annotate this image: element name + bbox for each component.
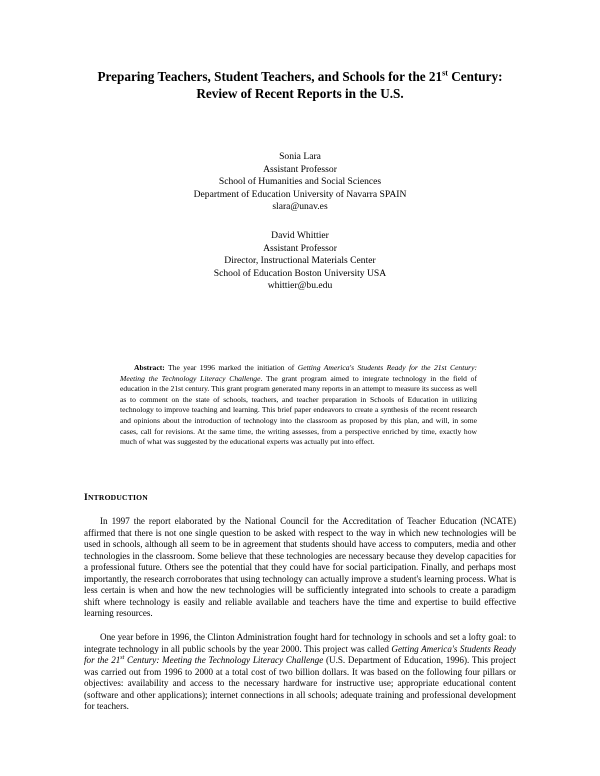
author-email: slara@unav.es xyxy=(272,201,328,213)
author-department: Director, Instructional Materials Center xyxy=(224,255,376,267)
author-affiliation: Department of Education University of Navarra SPAIN xyxy=(193,188,407,200)
author-title: Assistant Professor xyxy=(263,242,337,254)
title-line-1: Preparing Teachers, Student Teachers, and Schools for the 21st Century: xyxy=(97,68,503,84)
author-name: Sonia Lara xyxy=(279,151,321,162)
title-line-2: Review of Recent Reports in the U.S. xyxy=(196,86,404,101)
program-title-citation: Getting America's Students Ready for the 21st Century: Meeting the Technology Literacy Challenge xyxy=(84,643,516,665)
author-block-2 xyxy=(100,230,500,293)
author-department: School of Humanities and Social Sciences xyxy=(218,176,382,188)
author-email: whittier@bu.edu xyxy=(267,280,333,292)
abstract: Abstract: The year 1996 marked the initiation of Getting America's Students Ready for the 21st Century: Meeting the Technology Literacy Challenge. The grant program aimed to integrate technology in the field of education in the 21st century. This grant program generated many reports in an attempt to measure its success as well as to comment on the state of schools, teachers, and teacher preparation in Schools of Education in utilizing technology to improve teaching and learning. This brief paper endeavors to create a synthesis of the recent research and opinions about the introduction of technology into the classroom as proposed by this plan, and will, in some cases, call for revisions. At the same time, the writing assesses, from a perspective enriched by time, exactly how much of what was suggested by the educational experts was actually put into effect. xyxy=(120,363,477,447)
paper-title xyxy=(40,68,560,102)
author-title: Assistant Professor xyxy=(263,163,337,175)
abstract-program-title: Getting America's Students Ready for the 21st Century: Meeting the Technology Literacy Challenge xyxy=(120,363,477,383)
paragraph-2: One year before in 1996, the Clinton Administration fought hard for technology in schools and set a lofty goal: to integrate technology in all public schools by the year 2000. This project was called Getting America's Students Ready for the 21st Century: Meeting the Technology Literacy Challenge (U.S. Department of Education, 1996). This project was carried out from 1996 to 2000 at a total cost of two billion dollars. It was based on the following four pillars or objectives: availability and access to the necessary hardware for instructive use; appropriate educational content (software and other applications); internet connections in all schools; adequate training and professional development for teachers. xyxy=(84,632,516,711)
abstract-label: Abstract: xyxy=(134,363,165,372)
author-name: David Whittier xyxy=(271,230,329,241)
author-affiliation: School of Education Boston University USA xyxy=(213,267,387,279)
paragraph-1: In 1997 the report elaborated by the National Council for the Accreditation of Teacher Education (NCATE) affirmed that there is not one single question to be asked with respect to the way in which new technologies will be used in schools, although all seem to be in agreement that students should have access to computers, media and other technologies in the classroom. Some believe that these technologies are necessary because they develop capacities for a professional future. Others see the potential that they could have for social participation. Finally, and perhaps most importantly, the research corroborates that using technology can actually improve a student's learning process. What is less certain is when and how the new technologies will be sufficiently integrated into schools to create a paradigm shift where technology is easily and reliable available and teachers have the time and expertise to build effective learning resources. xyxy=(84,516,516,618)
author-block-1 xyxy=(100,151,500,214)
section-heading-introduction: INTRODUCTION xyxy=(84,492,148,503)
title-superscript: st xyxy=(442,68,448,78)
